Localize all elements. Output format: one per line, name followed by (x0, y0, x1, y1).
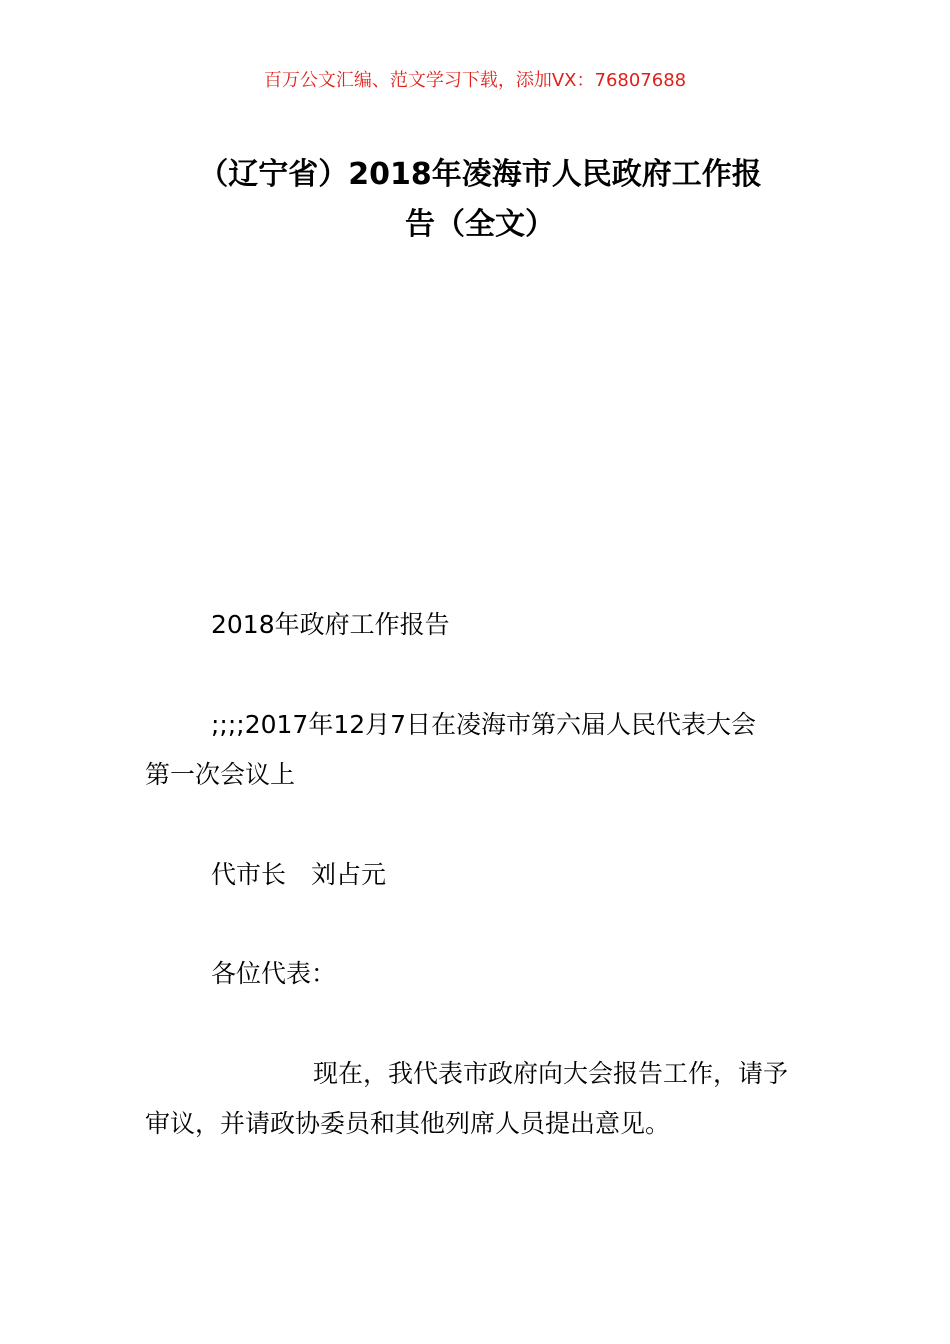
title-line-1: （辽宁省）2018年凌海市人民政府工作报 (198, 157, 762, 192)
paragraph-line: 代市长 刘占元 (211, 860, 387, 889)
paragraph-line: 审议，并请政协委员和其他列席人员提出意见。 (145, 1109, 671, 1138)
paragraph-line: 第一次会议上 (145, 760, 296, 789)
document-title (140, 150, 820, 250)
title-line-2: 告（全文） (405, 207, 555, 242)
meeting-info (145, 700, 810, 800)
opening-paragraph (145, 1049, 810, 1149)
speaker-line (145, 850, 810, 900)
source-banner: 百万公文汇编、范文学习下载，添加VX：76807688 (263, 70, 687, 91)
report-heading (145, 600, 810, 650)
salutation (145, 949, 810, 999)
paragraph-line: 各位代表： (211, 959, 337, 988)
paragraph-line: 2018年政府工作报告 (211, 610, 450, 639)
paragraph-line: ;;;;2017年12月7日在凌海市第六届人民代表大会 (211, 710, 757, 739)
paragraph-line: 现在，我代表市政府向大会报告工作，请予 (313, 1059, 789, 1088)
